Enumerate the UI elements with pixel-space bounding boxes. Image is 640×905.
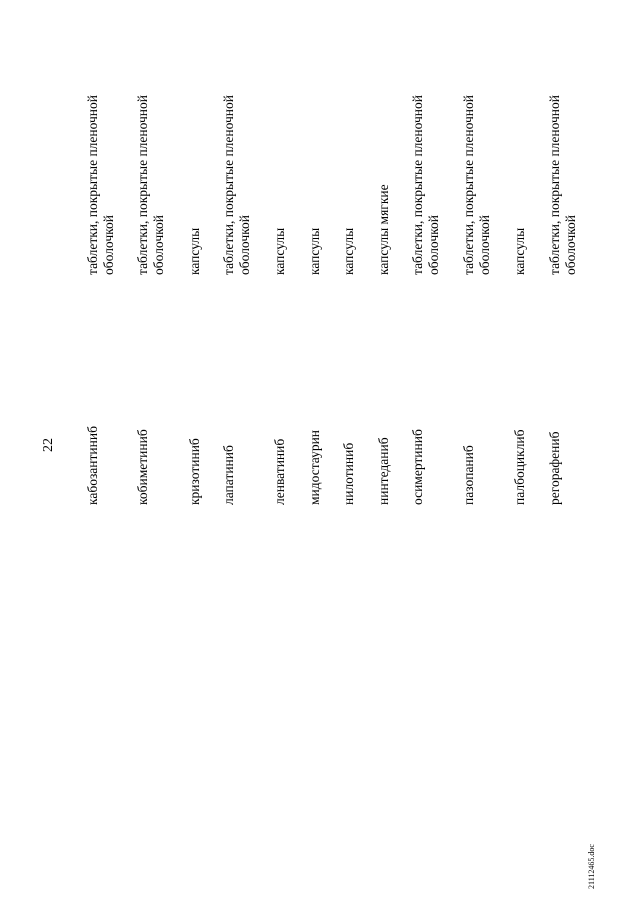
dosage-form: таблетки, покрытые пленочной оболочкой [461, 94, 492, 275]
dosage-form: капсулы [187, 227, 202, 275]
drug-name: ленватиниб [272, 438, 287, 505]
dosage-form: капсулы мягкие [376, 184, 391, 275]
document-code: 21112465.doc [587, 844, 596, 889]
drug-name: лапатиниб [221, 445, 236, 505]
drug-table [40, 30, 600, 850]
dosage-form: таблетки, покрытые пленочной оболочкой [547, 94, 578, 275]
drug-name: кризотиниб [187, 438, 202, 505]
drug-name: палбоциклиб [512, 429, 527, 505]
drug-name: осимертиниб [410, 429, 425, 505]
dosage-form: таблетки, покрытые пленочной оболочкой [135, 94, 166, 275]
dosage-form: капсулы [512, 227, 527, 275]
dosage-form: таблетки, покрытые пленочной оболочкой [410, 94, 441, 275]
drug-name: пазопаниб [461, 445, 476, 505]
dosage-form: капсулы [307, 227, 322, 275]
dosage-form: таблетки, покрытые пленочной оболочкой [85, 94, 116, 275]
drug-name: нинтеданиб [376, 437, 391, 505]
drug-name: нилотиниб [341, 442, 356, 505]
drug-name: кобиметиниб [135, 429, 150, 505]
dosage-form: таблетки, покрытые пленочной оболочкой [221, 94, 252, 275]
drug-name: кабозантиниб [85, 426, 100, 505]
dosage-form: капсулы [341, 227, 356, 275]
page-number: 22 [41, 438, 56, 452]
drug-name: мидостаурин [307, 429, 322, 505]
drug-name: регорафениб [547, 431, 562, 505]
dosage-form: капсулы [272, 227, 287, 275]
rotated-page [40, 30, 600, 850]
